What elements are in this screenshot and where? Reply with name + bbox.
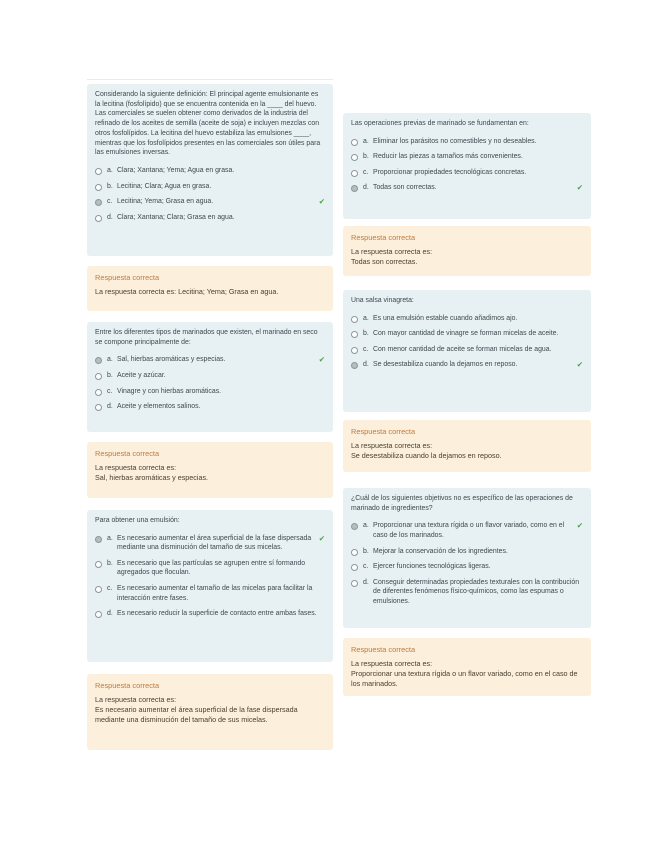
radio-button[interactable]	[351, 564, 358, 571]
feedback-card-5	[343, 420, 591, 472]
feedback-card-2	[87, 442, 333, 498]
option-letter: d.	[107, 610, 113, 618]
answer-option[interactable]	[95, 402, 325, 412]
question-6-options	[351, 521, 583, 606]
option-letter: a.	[363, 522, 369, 530]
option-letter: d.	[107, 213, 113, 221]
radio-button[interactable]	[95, 389, 102, 396]
question-6-stem: ¿Cuál de los siguientes objetivos no es específico de las operaciones de marinado de ingredientes?	[351, 495, 573, 512]
answer-option[interactable]	[351, 345, 583, 355]
answer-option[interactable]	[351, 562, 583, 572]
radio-button[interactable]	[351, 170, 358, 177]
option-letter: a.	[107, 166, 113, 174]
option-text: Con mayor cantidad de vinagre se forman micelas de aceite.	[373, 330, 559, 338]
feedback-4-text: La respuesta correcta es: Todas son correctas.	[351, 247, 433, 267]
radio-button[interactable]	[95, 168, 102, 175]
option-letter: b.	[107, 182, 113, 190]
option-letter: d.	[363, 184, 369, 192]
option-text: Lecitina; Yema; Grasa en agua.	[117, 198, 214, 206]
feedback-card-1	[87, 266, 333, 311]
feedback-5-title: Respuesta correcta	[351, 427, 416, 436]
radio-button[interactable]	[95, 215, 102, 222]
answer-option[interactable]	[351, 183, 583, 193]
answer-option[interactable]	[95, 182, 325, 192]
question-4-options	[351, 137, 583, 193]
feedback-4-title: Respuesta correcta	[351, 233, 416, 242]
option-text: Es necesario aumentar el área superficial de la fase dispersada mediante una disminución del tamaño de sus micelas.	[117, 534, 312, 552]
option-text: Proporcionar propiedades tecnológicas concretas.	[373, 168, 527, 176]
feedback-1-title: Respuesta correcta	[95, 273, 160, 282]
question-4-stem: Las operaciones previas de marinado se fundamentan en:	[351, 120, 529, 127]
option-text: Es necesario que las partículas se agrupen entre sí formando agregados que floculan.	[117, 559, 306, 577]
question-5-stem: Una salsa vinagreta:	[351, 297, 414, 304]
radio-button[interactable]	[351, 316, 358, 323]
option-letter: b.	[107, 372, 113, 379]
feedback-6-title: Respuesta correcta	[351, 645, 416, 654]
option-letter: d.	[107, 403, 113, 411]
answer-option[interactable]	[95, 534, 325, 553]
radio-button[interactable]	[95, 611, 102, 618]
option-letter: c.	[107, 198, 113, 206]
option-text: Es una emulsión estable cuando añadimos ajo.	[373, 314, 518, 322]
feedback-card-3	[87, 674, 333, 750]
option-letter: c.	[363, 345, 369, 353]
radio-button[interactable]	[95, 373, 102, 380]
answer-option[interactable]	[351, 578, 583, 607]
option-letter: a.	[107, 356, 113, 364]
answer-option[interactable]	[95, 355, 325, 365]
option-text: Eliminar los parásitos no comestibles y no deseables.	[373, 137, 537, 145]
option-letter: c.	[107, 387, 113, 395]
answer-option[interactable]	[95, 213, 325, 223]
question-1-options	[95, 166, 325, 222]
option-text: Se desestabiliza cuando la dejamos en reposo.	[373, 361, 518, 369]
radio-button[interactable]	[95, 404, 102, 411]
answer-option[interactable]	[351, 152, 583, 162]
question-card-3	[87, 510, 333, 662]
radio-button[interactable]	[95, 357, 102, 364]
answer-option[interactable]	[351, 314, 583, 324]
answer-option[interactable]	[351, 168, 583, 178]
radio-button[interactable]	[95, 184, 102, 191]
feedback-3-text: La respuesta correcta es: Es necesario aumentar el área superficial de la fase dispersada mediante una disminución del tamaño de sus micelas.	[95, 695, 298, 725]
radio-button[interactable]	[351, 185, 358, 192]
check-icon: ✔	[576, 521, 583, 531]
answer-option[interactable]	[95, 166, 325, 176]
answer-option[interactable]	[351, 360, 583, 370]
option-letter: a.	[363, 314, 369, 322]
option-text: Conseguir determinadas propiedades texturales con la contribución de diferentes fenómenos físico-químicos, como las espumas o emulsiones.	[373, 578, 580, 605]
radio-button[interactable]	[351, 139, 358, 146]
question-5-options	[351, 314, 583, 370]
option-letter: c.	[107, 585, 113, 593]
option-text: Sal, hierbas aromáticas y especias.	[117, 356, 226, 364]
feedback-card-4	[343, 226, 591, 276]
answer-option[interactable]	[95, 387, 325, 397]
question-3-stem: Para obtener una emulsión:	[95, 517, 180, 524]
answer-option[interactable]	[351, 137, 583, 147]
question-card-6	[343, 488, 591, 628]
answer-option[interactable]	[351, 547, 583, 557]
option-letter: a.	[363, 137, 369, 145]
check-icon: ✔	[576, 183, 583, 193]
answer-option[interactable]	[95, 559, 325, 578]
feedback-card-6	[343, 638, 591, 696]
question-card-2	[87, 322, 333, 432]
question-3-options	[95, 534, 325, 619]
option-text: Con menor cantidad de aceite se forman micelas de agua.	[373, 345, 552, 353]
answer-option[interactable]	[351, 521, 583, 540]
option-letter: c.	[363, 168, 369, 176]
option-letter: d.	[363, 361, 369, 369]
option-text: Reducir las piezas a tamaños más convenientes.	[373, 153, 523, 161]
radio-button[interactable]	[351, 523, 358, 530]
check-icon: ✔	[576, 360, 583, 370]
option-letter: c.	[363, 563, 369, 571]
answer-option[interactable]	[95, 197, 325, 207]
option-letter: b.	[363, 153, 369, 161]
question-card-5	[343, 290, 591, 412]
check-icon: ✔	[318, 197, 325, 207]
feedback-6-text: La respuesta correcta es: Proporcionar una textura rígida o un flavor variado, como en el caso de los marinados.	[351, 659, 578, 689]
radio-button[interactable]	[95, 199, 102, 206]
question-1-stem: Considerando la siguiente definición: El principal agente emulsionante es la lecitina (fosfolípido) que se encuentra contenida en la ____ del huevo. Las comerciales se suelen obtener como derivados de la industria del refinado de los aceites de semilla (aceite de soja) e incluyen mezclas con otros fosfolípidos. La lecitina del huevo estabiliza las emulsiones ____, mientras que los fosfolípidos presentes en las comerciales son útiles para las emulsiones inversas.	[95, 91, 321, 157]
option-text: Es necesario reducir la superficie de contacto entre ambas fases.	[117, 610, 317, 618]
feedback-3-title: Respuesta correcta	[95, 681, 160, 690]
answer-option[interactable]	[95, 584, 325, 603]
feedback-5-text: La respuesta correcta es: Se desestabiliza cuando la dejamos en reposo.	[351, 441, 502, 461]
option-text: Aceite y elementos salinos.	[117, 403, 201, 411]
option-text: Clara; Xantana; Clara; Grasa en agua.	[117, 213, 235, 221]
question-card-1	[87, 84, 333, 256]
option-text: Todas son correctas.	[373, 184, 437, 192]
answer-option[interactable]	[95, 609, 325, 619]
option-text: Clara; Xantana; Yema; Agua en grasa.	[117, 166, 235, 174]
feedback-2-title: Respuesta correcta	[95, 449, 160, 458]
question-2-options	[95, 355, 325, 411]
radio-button[interactable]	[95, 536, 102, 543]
option-letter: b.	[363, 330, 369, 338]
answer-option[interactable]	[351, 329, 583, 339]
option-letter: d.	[363, 578, 369, 586]
option-text: Ejercer funciones tecnológicas ligeras.	[373, 563, 491, 571]
radio-button[interactable]	[351, 347, 358, 354]
feedback-2-text: La respuesta correcta es: Sal, hierbas aromáticas y especias.	[95, 463, 209, 483]
option-text: Proporcionar una textura rígida o un flavor variado, como en el caso de los marinados.	[373, 522, 565, 539]
radio-button[interactable]	[351, 154, 358, 161]
option-letter: a.	[107, 534, 113, 542]
radio-button[interactable]	[95, 586, 102, 593]
radio-button[interactable]	[351, 549, 358, 556]
radio-button[interactable]	[351, 331, 358, 338]
option-text: Aceite y azúcar.	[117, 372, 166, 379]
option-text: Vinagre y con hierbas aromáticas.	[117, 387, 222, 395]
radio-button[interactable]	[351, 362, 358, 369]
option-text: Mejorar la conservación de los ingredientes.	[373, 547, 508, 555]
question-2-stem: Entre los diferentes tipos de marinados que existen, el marinado en seco se compone principalmente de:	[95, 329, 318, 346]
top-divider	[87, 79, 333, 80]
option-letter: b.	[363, 547, 369, 555]
check-icon: ✔	[318, 533, 325, 543]
answer-option[interactable]	[95, 371, 325, 381]
check-icon: ✔	[318, 355, 325, 365]
option-text: Es necesario aumentar el tamaño de las micelas para facilitar la interacción entre fases.	[117, 585, 313, 602]
radio-button[interactable]	[95, 561, 102, 568]
option-text: Lecitina; Clara; Agua en grasa.	[117, 182, 212, 190]
question-card-4	[343, 113, 591, 219]
radio-button[interactable]	[351, 580, 358, 587]
option-letter: b.	[107, 559, 113, 567]
feedback-1-text: La respuesta correcta es: Lecitina; Yema; Grasa en agua.	[95, 287, 279, 296]
